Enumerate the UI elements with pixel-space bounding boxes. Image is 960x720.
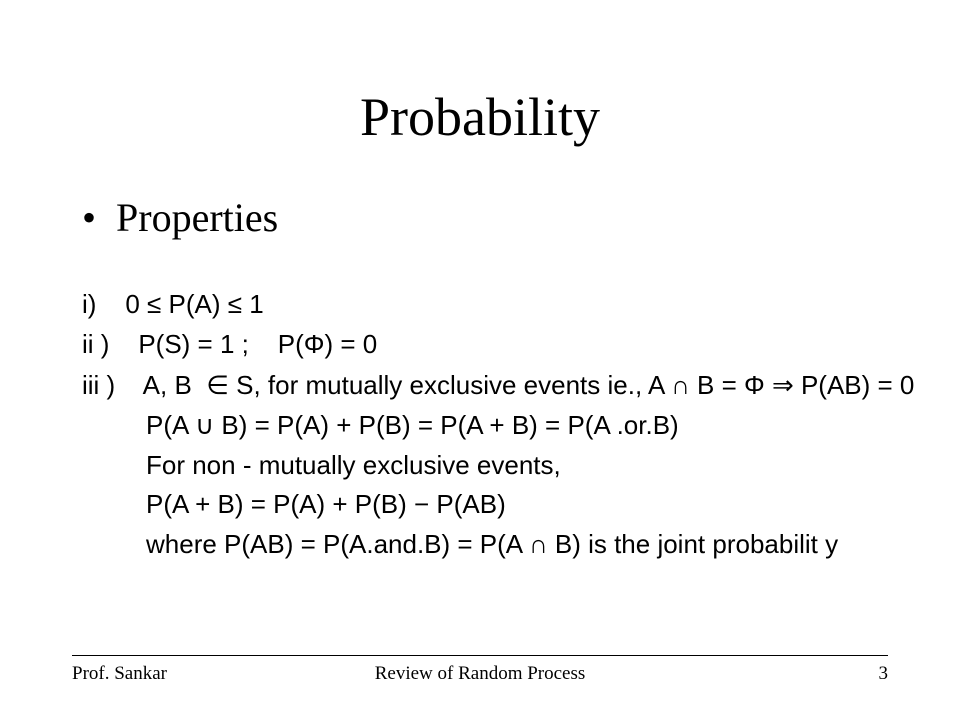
property-line-6: P(A + B) = P(A) + P(B) − P(AB)	[146, 489, 506, 519]
property-line-1: i) 0 ≤ P(A) ≤ 1	[82, 289, 264, 319]
property-line-7: where P(AB) = P(A.and.B) = P(A ∩ B) is the joint probabilit y	[146, 529, 839, 559]
footer-divider	[72, 655, 888, 656]
slide-title: Probability	[360, 87, 600, 147]
footer-page-number: 3	[878, 663, 888, 684]
footer-course-title: Review of Random Process	[374, 663, 586, 684]
property-line-3: iii ) A, B ∈ S, for mutually exclusive events ie., A ∩ B = Φ ⇒ P(AB) = 0	[82, 370, 915, 400]
property-line-5: For non - mutually exclusive events,	[146, 450, 561, 480]
footer-author: Prof. Sankar	[72, 663, 167, 684]
bullet-marker: •	[82, 195, 97, 240]
property-line-4: P(A ∪ B) = P(A) + P(B) = P(A + B) = P(A .or.B)	[146, 410, 679, 440]
bullet-text: Properties	[116, 195, 279, 240]
property-line-2: ii ) P(S) = 1 ; P(Φ) = 0	[82, 329, 378, 359]
